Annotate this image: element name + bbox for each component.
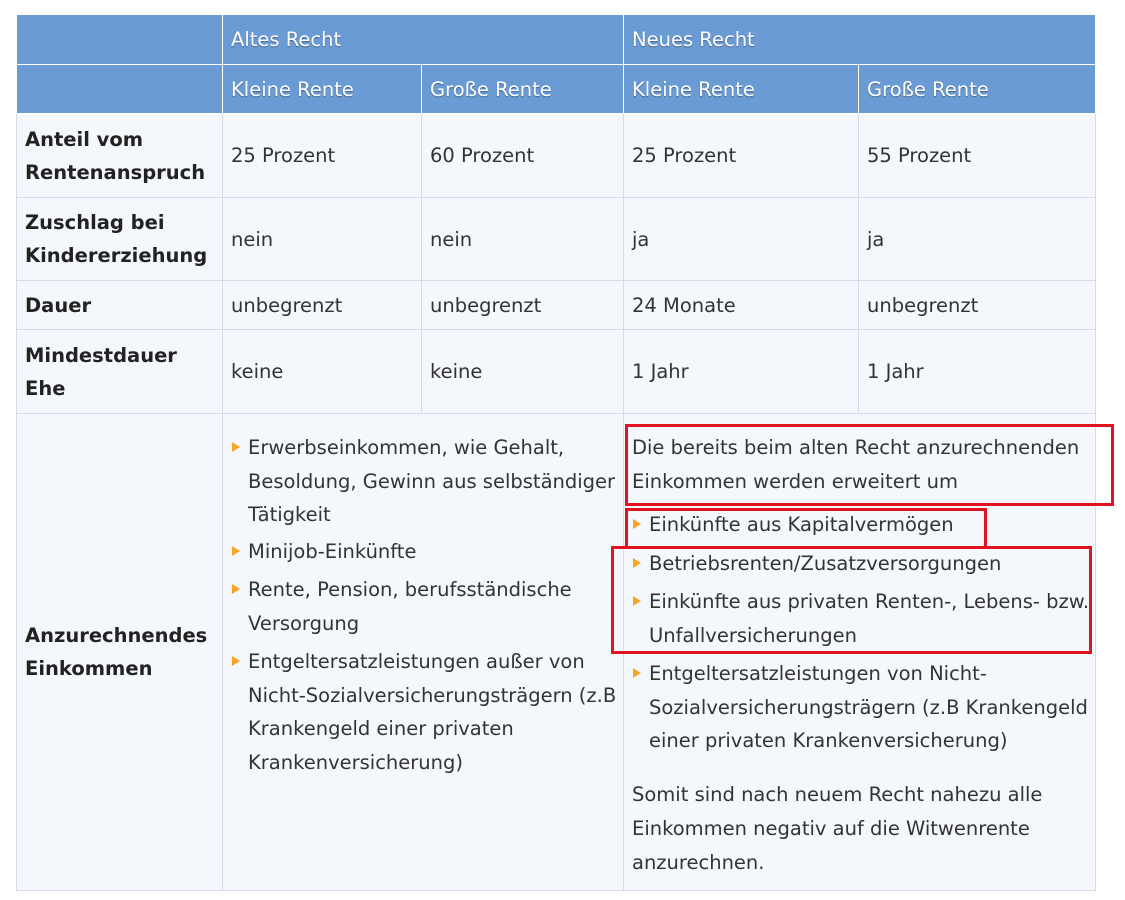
row-label: Zuschlag bei Kindererziehung (17, 198, 223, 281)
table-cell: 25 Prozent (624, 114, 859, 198)
list-item: Betriebsrenten/Zusatzversorgungen (632, 547, 1095, 581)
list-item: Erwerbseinkommen, wie Gehalt, Besoldung, Gewinn aus selbständiger Tätigkeit (231, 431, 623, 532)
old-income-list (231, 431, 623, 779)
bullet-triangle-icon (232, 656, 240, 666)
bullet-triangle-icon (633, 519, 641, 529)
table-cell: unbegrenzt (223, 281, 422, 330)
new-income-intro: Die bereits beim alten Recht anzurechnenden Einkommen werden erweitert um (632, 436, 1080, 493)
comparison-table (16, 14, 1096, 891)
new-income-outro: Somit sind nach neuem Recht nahezu alle Einkommen negativ auf die Witwenrente anzurechnen. (632, 782, 1043, 874)
bullet-triangle-icon (633, 596, 641, 606)
table-row (17, 330, 1096, 414)
header-row-groups (17, 15, 1096, 65)
row-label: Dauer (17, 281, 223, 330)
row-label: Anteil vom Rentenanspruch (17, 114, 223, 198)
header-new-small: Kleine Rente (624, 65, 859, 114)
old-income-cell (223, 414, 624, 891)
new-income-cell (624, 414, 1096, 891)
header-new-law: Neues Recht (624, 15, 1096, 65)
list-item: Einkünfte aus privaten Renten-, Lebens- bzw. Unfallversicherungen (632, 585, 1095, 652)
table-cell: 60 Prozent (422, 114, 624, 198)
header-corner-cell (17, 65, 223, 114)
table-cell: unbegrenzt (422, 281, 624, 330)
table-row-income (17, 414, 1096, 891)
table-row (17, 281, 1096, 330)
row-label: Mindestdauer Ehe (17, 330, 223, 414)
new-income-list (632, 508, 1095, 758)
list-item: Rente, Pension, berufsständische Versorgung (231, 573, 623, 640)
table-cell: ja (624, 198, 859, 281)
table-cell: unbegrenzt (859, 281, 1096, 330)
table-cell: 55 Prozent (859, 114, 1096, 198)
table-cell: nein (223, 198, 422, 281)
bullet-triangle-icon (232, 584, 240, 594)
list-item: Entgeltersatzleistungen außer von Nicht-Sozialversicherungsträgern (z.B Krankengeld einer privaten Krankenversicherung) (231, 645, 623, 779)
bullet-triangle-icon (232, 546, 240, 556)
header-row-types (17, 65, 1096, 114)
table-cell: nein (422, 198, 624, 281)
header-new-large: Große Rente (859, 65, 1096, 114)
header-old-large: Große Rente (422, 65, 624, 114)
header-old-small: Kleine Rente (223, 65, 422, 114)
bullet-triangle-icon (232, 442, 240, 452)
table-cell: ja (859, 198, 1096, 281)
list-item: Einkünfte aus Kapitalvermögen (632, 508, 1095, 542)
table-cell: keine (422, 330, 624, 414)
table-cell: keine (223, 330, 422, 414)
table-cell: 1 Jahr (859, 330, 1096, 414)
bullet-triangle-icon (633, 558, 641, 568)
list-item: Minijob-Einkünfte (231, 535, 623, 569)
header-old-law: Altes Recht (223, 15, 624, 65)
table-row (17, 198, 1096, 281)
bullet-triangle-icon (633, 668, 641, 678)
table-cell: 1 Jahr (624, 330, 859, 414)
table-row (17, 114, 1096, 198)
header-corner-cell (17, 15, 223, 65)
list-item: Entgeltersatzleistungen von Nicht- Sozialversicherungsträgern (z.B Krankengeld einer privaten Krankenversicherung) (632, 657, 1095, 758)
table-cell: 25 Prozent (223, 114, 422, 198)
row-label: Anzurechnendes Einkommen (17, 414, 223, 891)
table-cell: 24 Monate (624, 281, 859, 330)
